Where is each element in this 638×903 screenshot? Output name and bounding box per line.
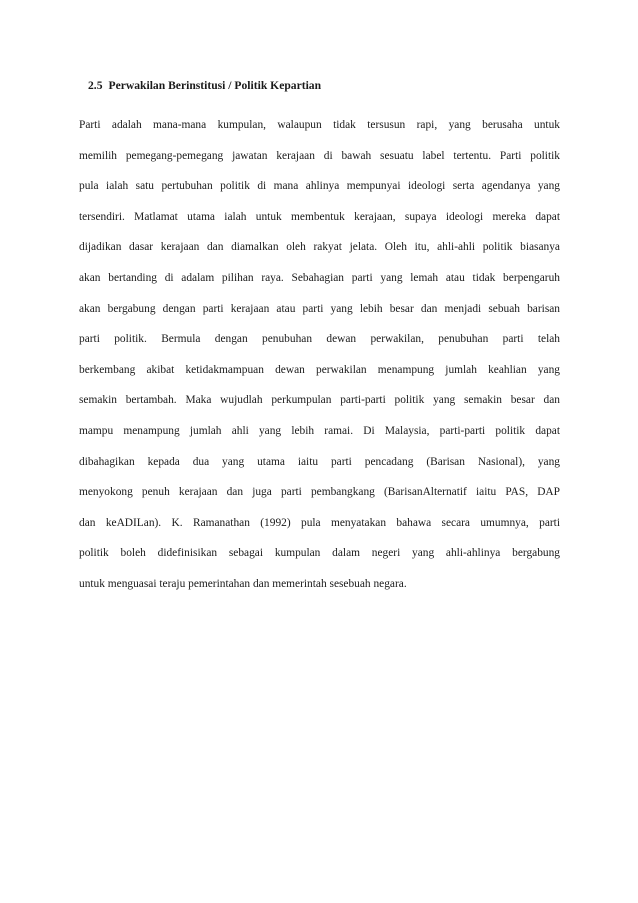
- paragraph-line: akan bergabung dengan parti kerajaan atau parti yang lebih besar dan menjadi sebuah barisan: [79, 302, 560, 315]
- paragraph-line: mampu menampung jumlah ahli yang lebih ramai. Di Malaysia, parti-parti politik dapat: [79, 424, 560, 437]
- paragraph-line: dibahagikan kepada dua yang utama iaitu parti pencadang (Barisan Nasional), yang: [79, 455, 560, 468]
- paragraph-line: berkembang akibat ketidakmampuan dewan perwakilan menampung jumlah keahlian yang: [79, 363, 560, 376]
- section-number: 2.5: [88, 79, 103, 92]
- paragraph-line: politik boleh didefinisikan sebagai kumpulan dalam negeri yang ahli-ahlinya bergabung: [79, 547, 560, 560]
- paragraph-line: akan bertanding di adalam pilihan raya. Sebahagian parti yang lemah atau tidak berpengaruh: [79, 271, 560, 284]
- paragraph-line: Parti adalah mana-mana kumpulan, walaupun tidak tersusun rapi, yang berusaha untuk: [79, 119, 560, 131]
- paragraph-line: semakin bertambah. Maka wujudlah perkumpulan parti-parti politik yang semakin besar dan: [79, 394, 560, 407]
- body-paragraph: [79, 116, 560, 606]
- section-heading: [88, 78, 321, 94]
- paragraph-line: parti politik. Bermula dengan penubuhan dewan perwakilan, penubuhan parti telah: [79, 333, 560, 346]
- section-title: Perwakilan Berinstitusi / Politik Kepartian: [108, 79, 322, 92]
- paragraph-line: pula ialah satu pertubuhan politik di mana ahlinya mempunyai ideologi serta agendanya yang: [79, 180, 560, 193]
- paragraph-line: tersendiri. Matlamat utama ialah untuk membentuk kerajaan, supaya ideologi mereka dapat: [79, 210, 560, 223]
- paragraph-line: memilih pemegang-pemegang jawatan kerajaan di bawah sesuatu label tertentu. Parti politik: [79, 149, 560, 162]
- paragraph-line: dan keADILan). K. Ramanathan (1992) pula menyatakan bahawa secara umumnya, parti: [79, 516, 560, 529]
- paragraph-line: untuk menguasai teraju pemerintahan dan memerintah sesebuah negara.: [79, 577, 407, 590]
- paragraph-line: dijadikan dasar kerajaan dan diamalkan oleh rakyat jelata. Oleh itu, ahli-ahli politik biasanya: [79, 241, 560, 254]
- paragraph-line: menyokong penuh kerajaan dan juga parti pembangkang (BarisanAlternatif iaitu PAS, DAP: [79, 486, 560, 499]
